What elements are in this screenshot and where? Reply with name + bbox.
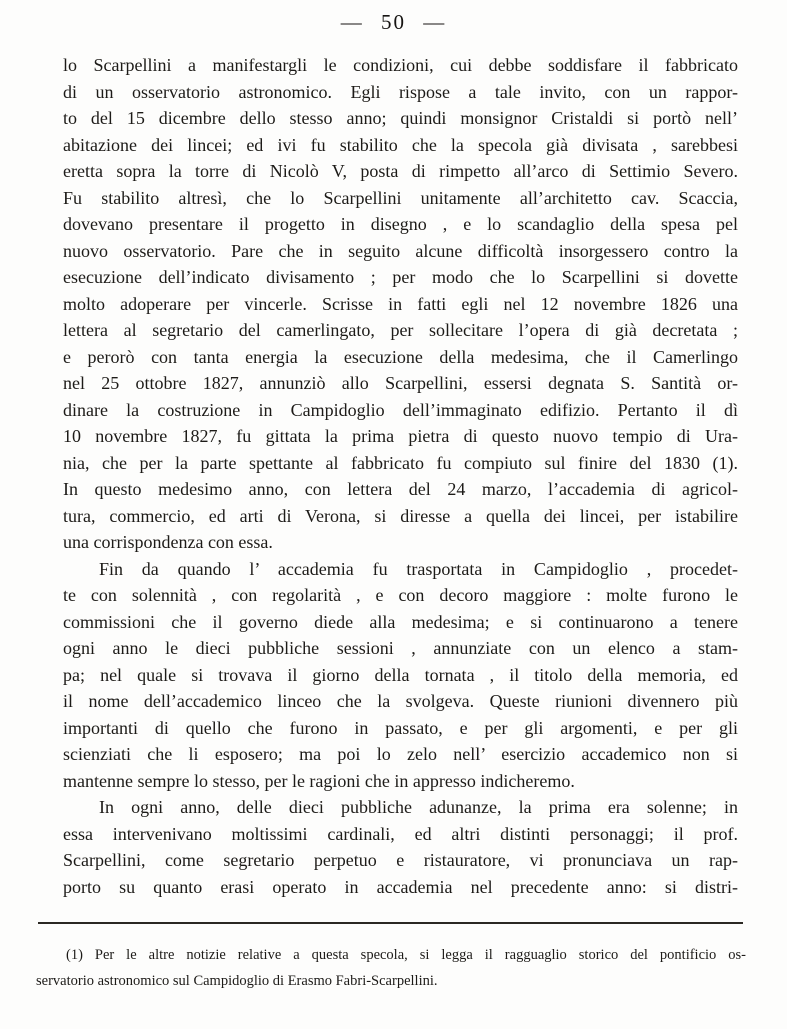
paragraph — [36, 942, 746, 994]
text-line: In questo medesimo anno, con lettera del 24 marzo, l’accademia di agricol- — [63, 479, 738, 499]
text-line: dovevano presentare il progetto in disegno , e lo scandaglio della spesa pel — [63, 214, 738, 234]
text-line: mantenne sempre lo stesso, per le ragioni che in appresso indicheremo. — [63, 770, 575, 791]
text-line: esecuzione dell’indicato divisamento ; per modo che lo Scarpellini si dovette — [63, 267, 738, 287]
text-line: Scarpellini, come segretario perpetuo e ristauratore, vi pronunciava un rap- — [63, 850, 738, 870]
text-line: una corrispondenza con essa. — [63, 532, 273, 552]
text-line: porto su quanto erasi operato in accademia nel precedente anno: si distri- — [63, 876, 738, 897]
text-line: e perorò con tanta energia la esecuzione della medesima, che il Camerlingo — [63, 346, 738, 367]
text-line: essa intervenivano moltissimi cardinali, ed altri distinti personaggi; il prof. — [63, 823, 738, 844]
text-line: Fu stabilito altresì, che lo Scarpellini unitamente all’architetto cav. Scaccia, — [63, 187, 738, 208]
text-line: di un osservatorio astronomico. Egli rispose a tale invito, con un rappor- — [63, 81, 738, 102]
text-line: molto adoperare per vincerle. Scrisse in fatti egli nel 12 novembre 1826 una — [63, 293, 738, 314]
footnote-line: servatorio astronomico sul Campidoglio di Erasmo Fabri-Scarpellini. — [36, 973, 438, 989]
footnote — [36, 942, 746, 994]
body-text — [63, 52, 738, 900]
text-line: nuovo osservatorio. Pare che in seguito alcune difficoltà insorgessero contro la — [63, 240, 738, 261]
text-line: te con solennità , con regolarità , e con decoro maggiore : molte furono le — [63, 585, 738, 605]
text-line: eretta sopra la torre di Nicolò V, posta di rimpetto all’arco di Settimio Severo. — [63, 161, 738, 181]
text-line: scienziati che li esposero; ma poi lo zelo nell’ esercizio accademico non si — [63, 744, 738, 764]
text-line: to del 15 dicembre dello stesso anno; quindi monsignor Cristaldi si portò nell’ — [63, 108, 738, 128]
paragraph — [63, 794, 738, 900]
text-line: Fin da quando l’ accademia fu trasportata in Campidoglio , procedet- — [99, 558, 738, 579]
text-line: nia, che per la parte spettante al fabbricato fu compiuto sul finire del 1830 (1). — [63, 452, 738, 473]
text-line: 10 novembre 1827, fu gittata la prima pietra di questo nuovo tempio di Ura- — [63, 426, 738, 446]
text-line: lo Scarpellini a manifestargli le condizioni, cui debbe soddisfare il fabbricato — [63, 55, 738, 75]
paragraph — [63, 556, 738, 795]
text-line: il nome dell’accademico linceo che la svolgeva. Queste riunioni divennero più — [63, 691, 738, 711]
footnote-line: (1) Per le altre notizie relative a questa specola, si legga il ragguaglio storico del pontificio os- — [66, 947, 746, 963]
text-line: nel 25 ottobre 1827, annunziò allo Scarpellini, essersi degnata S. Santità or- — [63, 373, 738, 393]
text-line: abitazione dei lincei; ed ivi fu stabilito che la specola già divisata , sarebbesi — [63, 134, 738, 155]
footnote-separator-rule — [38, 922, 743, 924]
text-line: pa; nel quale si trovava il giorno della tornata , il titolo della memoria, ed — [63, 664, 738, 685]
text-line: commissioni che il governo diede alla medesima; e si continuarono a tenere — [63, 611, 738, 632]
text-line: ogni anno le dieci pubbliche sessioni , annunziate con un elenco a stam- — [63, 638, 738, 658]
paragraph — [63, 52, 738, 556]
page-number: — 50 — — [340, 10, 447, 34]
text-line: lettera al segretario del camerlingato, per sollecitare l’opera di già decretata ; — [63, 320, 738, 340]
text-line: importanti di quello che furono in passato, e per gli argomenti, e per gli — [63, 717, 738, 738]
text-line: tura, commercio, ed arti di Verona, si diresse a quella dei lincei, per istabilire — [63, 505, 738, 526]
text-line: In ogni anno, delle dieci pubbliche adunanze, la prima era solenne; in — [99, 797, 738, 817]
text-line: dinare la costruzione in Campidoglio dell’immaginato edifizio. Pertanto il dì — [63, 399, 738, 420]
